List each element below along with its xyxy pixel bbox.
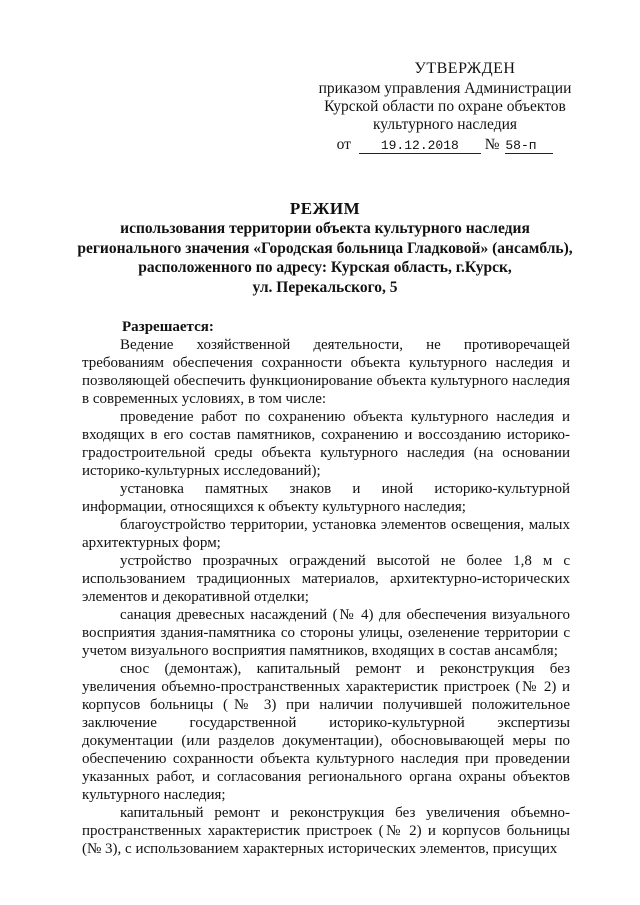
body-paragraph: санация древесных насаждений (№ 4) для обеспечения визуального восприятия здания-памятника со стороны улицы, озеленение территории с учетом визуального восприятия памятников, входящих в состав ансамбля; [82, 607, 570, 659]
title-line: регионального значения «Городская больница Гладковой» (ансамбль), [77, 239, 573, 257]
body-paragraph: устройство прозрачных ограждений высотой не более 1,8 м с использованием традиционных материалов, архитектурно-исторических элементов и декоративной отделки; [82, 553, 570, 605]
document-title [60, 199, 590, 297]
title-line: ул. Перекальского, 5 [252, 278, 398, 296]
order-date: 19.12.2018 [359, 138, 481, 154]
approval-line: культурного наследия [372, 116, 518, 133]
approval-heading: УТВЕРЖДЕН [414, 60, 516, 77]
approval-line: Курской области по охране объектов [324, 98, 566, 115]
date-prefix: от [336, 136, 351, 153]
body-paragraph: снос (демонтаж), капитальный ремонт и реконструкция без увеличения объемно-пространственных характеристик пристроек (№ 2) и корпусов больницы (№ 3) при наличии получившей положительное заключение государственной историко-культурной экспертизы документации (или разделов документации), обосновывающей меры по обеспечению сохранности объекта культурного наследия при проведении указанных работ, и согласования регионального органа охраны объектов культурного наследия; [82, 661, 570, 803]
body-paragraph: капитальный ремонт и реконструкция без увеличения объемно-пространственных характеристик пристроек (№ 2) и корпусов больницы (№ 3), с использованием характерных исторических элементов, присущих [82, 805, 570, 857]
approval-line: приказом управления Администрации [318, 80, 572, 97]
title-main: РЕЖИМ [289, 199, 361, 218]
body-paragraph: благоустройство территории, установка элементов освещения, малых архитектурных форм; [82, 517, 570, 551]
order-date-number [300, 136, 590, 154]
number-prefix: № [484, 136, 500, 153]
approval-stamp [300, 60, 590, 154]
body-paragraph: Ведение хозяйственной деятельности, не противоречащей требованиям обеспечения сохранности объекта культурного наследия и позволяющей обеспечить функционирование объекта культурного наследия в современных условиях, в том числе: [82, 337, 570, 407]
section-heading: Разрешается: [122, 319, 214, 335]
body-paragraph: проведение работ по сохранению объекта культурного наследия и входящих в его состав памятников, сохранению и воссозданию историко-градостроительной среды объекта культурного наследия (на основании историко-культурных исследований); [82, 409, 570, 479]
order-number: 58-п [505, 138, 553, 154]
title-line: расположенного по адресу: Курская область, г.Курск, [138, 259, 512, 276]
document-body [82, 318, 570, 858]
title-line: использования территории объекта культурного наследия [120, 220, 530, 237]
body-paragraph: установка памятных знаков и иной историко-культурной информации, относящихся к объекту культурного наследия; [82, 481, 570, 515]
